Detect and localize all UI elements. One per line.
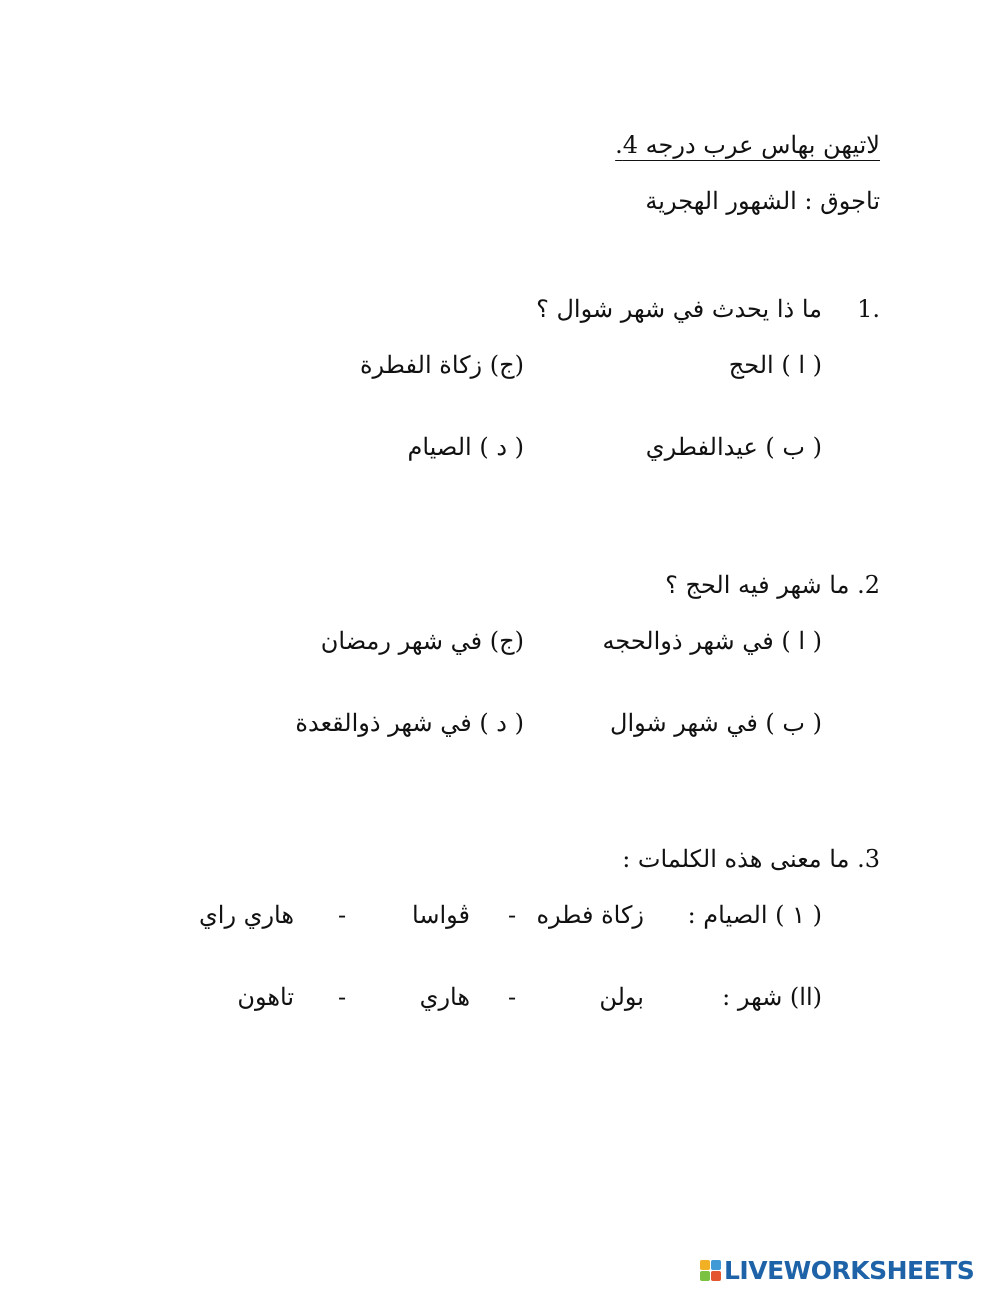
q3-row-2-label: (اا) شهر :	[722, 983, 822, 1011]
q2-option-d: ( د ) في شهر ذوالقعدة	[295, 709, 524, 737]
logo-square-icon	[700, 1260, 710, 1270]
q2-option-a: ( ا ) في شهر ذوالحجه	[602, 627, 822, 655]
logo-text: LIVEWORKSHEETS	[724, 1255, 975, 1285]
q3-row-2-dash-2: -	[338, 983, 347, 1011]
q3-row-2-word-2: هاري	[419, 983, 470, 1011]
q2-option-b: ( ب ) في شهر شوال	[610, 709, 822, 737]
logo-square-icon	[700, 1271, 710, 1281]
q1-option-d: ( د ) الصيام	[407, 433, 524, 461]
q1-option-a: ( ا ) الحج	[728, 351, 822, 379]
q2-option-c: (ج) في شهر رمضان	[320, 627, 524, 655]
liveworksheets-logo-icon	[700, 1260, 721, 1281]
worksheet-topic: تاجوق : الشهور الهجرية	[645, 187, 880, 215]
worksheet-title: لاتيهن بهاس عرب درجه 4.	[615, 131, 880, 159]
q3-row-2-word-3: تاهون	[237, 983, 294, 1011]
question-1-number: 1.	[857, 295, 880, 323]
q3-row-2-word-1: بولن	[599, 983, 644, 1011]
q3-row-1-label: ( ١ ) الصيام :	[687, 901, 822, 929]
question-3-text: 3. ما معنى هذه الكلمات :	[622, 845, 880, 873]
q3-row-1-dash-1: -	[508, 901, 517, 929]
logo-square-icon	[711, 1260, 721, 1270]
q3-row-1-dash-2: -	[338, 901, 347, 929]
logo-square-icon	[711, 1271, 721, 1281]
q3-row-1-word-2: ڤواسا	[412, 901, 470, 929]
liveworksheets-logo	[700, 1255, 974, 1285]
question-1-text: ما ذا يحدث في شهر شوال ؟	[536, 295, 822, 323]
q1-option-b: ( ب ) عيدالفطري	[645, 433, 822, 461]
q3-row-2-dash-1: -	[508, 983, 517, 1011]
question-2-text: 2. ما شهر فيه الحج ؟	[665, 571, 880, 599]
q3-row-1-word-1: زكاة فطره	[536, 901, 644, 929]
q1-option-c: (ج) زكاة الفطرة	[359, 351, 524, 379]
q3-row-1-word-3: هاري راي	[198, 901, 294, 929]
